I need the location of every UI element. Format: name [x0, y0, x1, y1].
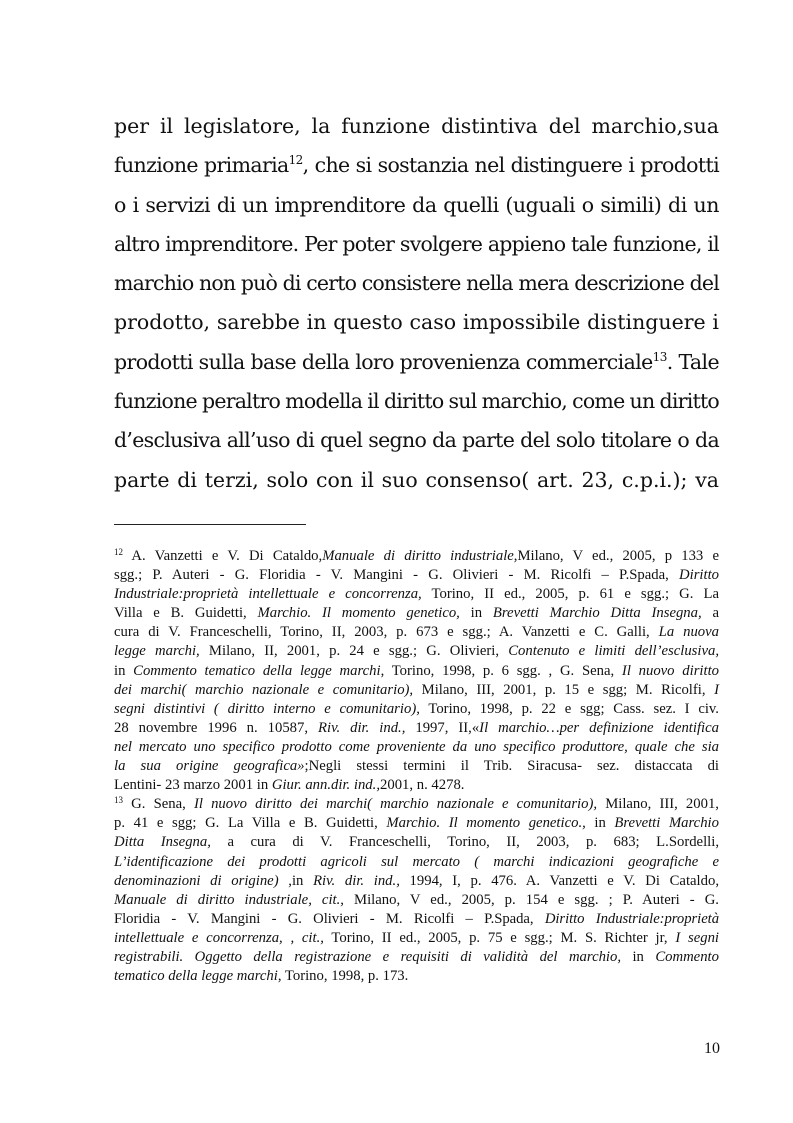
page-number: 10	[704, 1040, 720, 1057]
footnote-line: Villa e B. Guidetti, Marchio. Il momento genetico, in Brevetti Marchio Ditta Insegna, a	[114, 605, 719, 622]
body-line: per il legislatore, la funzione distintiva del marchio,sua	[114, 114, 719, 138]
footnote-separator	[114, 524, 306, 525]
footnote-line: Lentini- 23 marzo 2001 in Giur. ann.dir. ind.,2001, n. 4278.	[114, 777, 465, 794]
footnote-line: Floridia - V. Mangini - G. Olivieri - M. Ricolfi – P.Spada, Diritto Industriale:proprietà	[114, 910, 719, 927]
footnotes	[114, 547, 719, 986]
body-line: prodotto, sarebbe in questo caso impossibile distinguere i	[114, 310, 719, 335]
body-fragment: , che si sostanzia nel distinguere i prodotti	[302, 153, 719, 178]
footnote-line: cura di V. Franceschelli, Torino, II, 2003, p. 673 e sgg.; A. Vanzetti e C. Galli, La nuova	[114, 624, 719, 641]
body-line	[114, 146, 719, 185]
footnote-line: p. 41 e sgg; G. La Villa e B. Guidetti, Marchio. Il momento genetico., in Brevetti Marchio	[114, 815, 719, 832]
footnote-ref-13[interactable]: 13	[652, 349, 667, 364]
footnote-line: segni distintivi ( diritto interno e comunitario), Torino, 1998, p. 22 e sgg; Cass. sez. I civ.	[114, 700, 719, 717]
body-fragment: prodotti sulla base della loro provenienza commerciale	[114, 349, 653, 374]
footnote-line: sgg.; P. Auteri - G. Floridia - V. Mangini - G. Olivieri - M. Ricolfi – P.Spada, Diritto	[114, 567, 719, 584]
footnote-ref-12[interactable]: 12	[288, 153, 303, 168]
footnote-line: Manuale di diritto industriale, cit., Milano, V ed., 2005, p. 154 e sgg. ; P. Auteri - G.	[114, 891, 719, 908]
footnote-line: registrabili. Oggetto della registrazione e requisiti di validità del marchio, in Commento	[114, 948, 719, 965]
footnote-line: $^{12}$ A. Vanzetti e V. Di Cataldo,Manuale di diritto industriale,Milano, V ed., 2005, p 133 e	[114, 547, 719, 564]
body-line: parte di terzi, solo con il suo consenso( art. 23, c.p.i.); va	[114, 467, 719, 492]
body-fragment: . Tale	[666, 349, 719, 374]
footnote-line: in Commento tematico della legge marchi, Torino, 1998, p. 6 sgg. , G. Sena, Il nuovo diritto	[114, 662, 719, 679]
footnote-line: Industriale:proprietà intellettuale e concorrenza, Torino, II ed., 2005, p. 61 e sgg.; G. La	[114, 586, 719, 603]
body-line: d’esclusiva all’uso di quel segno da parte del solo titolare o da	[114, 428, 719, 453]
footnote-line: $^{13}$ G. Sena, Il nuovo diritto dei marchi( marchio nazionale e comunitario), Milano, III, 2001,	[114, 795, 719, 813]
footnote-mark-13: 13	[114, 795, 123, 806]
body-text	[114, 107, 719, 500]
body-fragment: funzione primaria	[114, 153, 289, 178]
footnote-mark-12: 12	[114, 547, 123, 557]
body-line: marchio non può di certo consistere nella mera descrizione del	[114, 271, 719, 296]
footnote-line: denominazioni di origine) ,in Riv. dir. ind., 1994, I, p. 476. A. Vanzetti e V. Di Cataldo,	[114, 872, 719, 889]
body-line: funzione peraltro modella il diritto sul marchio, come un diritto	[114, 389, 719, 414]
footnote-line: dei marchi( marchio nazionale e comunitario), Milano, III, 2001, p. 15 e sgg; M. Ricolfi, I	[114, 681, 719, 698]
body-line: o i servizi di un imprenditore da quelli (uguali o simili) di un	[114, 192, 719, 217]
footnote-line: Ditta Insegna, a cura di V. Franceschelli, Torino, II, 2003, p. 683; L.Sordelli,	[114, 834, 719, 851]
footnote-line: tematico della legge marchi, Torino, 1998, p. 173.	[114, 968, 409, 985]
footnote-line: intellettuale e concorrenza, , cit., Torino, II ed., 2005, p. 75 e sgg.; M. S. Richter jr, I segni	[114, 929, 719, 946]
body-line	[114, 343, 719, 382]
footnote-line: la sua origine geografica»;Negli stessi termini il Trib. Siracusa- sez. distaccata di	[114, 758, 719, 775]
footnote-line: legge marchi, Milano, II, 2001, p. 24 e sgg.; G. Olivieri, Contenuto e limiti dell’esclusiva,	[114, 643, 719, 660]
body-line: altro imprenditore. Per poter svolgere appieno tale funzione, il	[114, 231, 719, 256]
footnote-line: L’identificazione dei prodotti agricoli sul mercato ( marchi indicazioni geografiche e	[114, 853, 719, 870]
footnote-line: nel mercato uno specifico prodotto come proveniente da uno specifico produttore, quale che sia	[114, 738, 719, 755]
footnote-line: 28 novembre 1996 n. 10587, Riv. dir. ind., 1997, II,«Il marchio…per definizione identifica	[114, 719, 719, 736]
